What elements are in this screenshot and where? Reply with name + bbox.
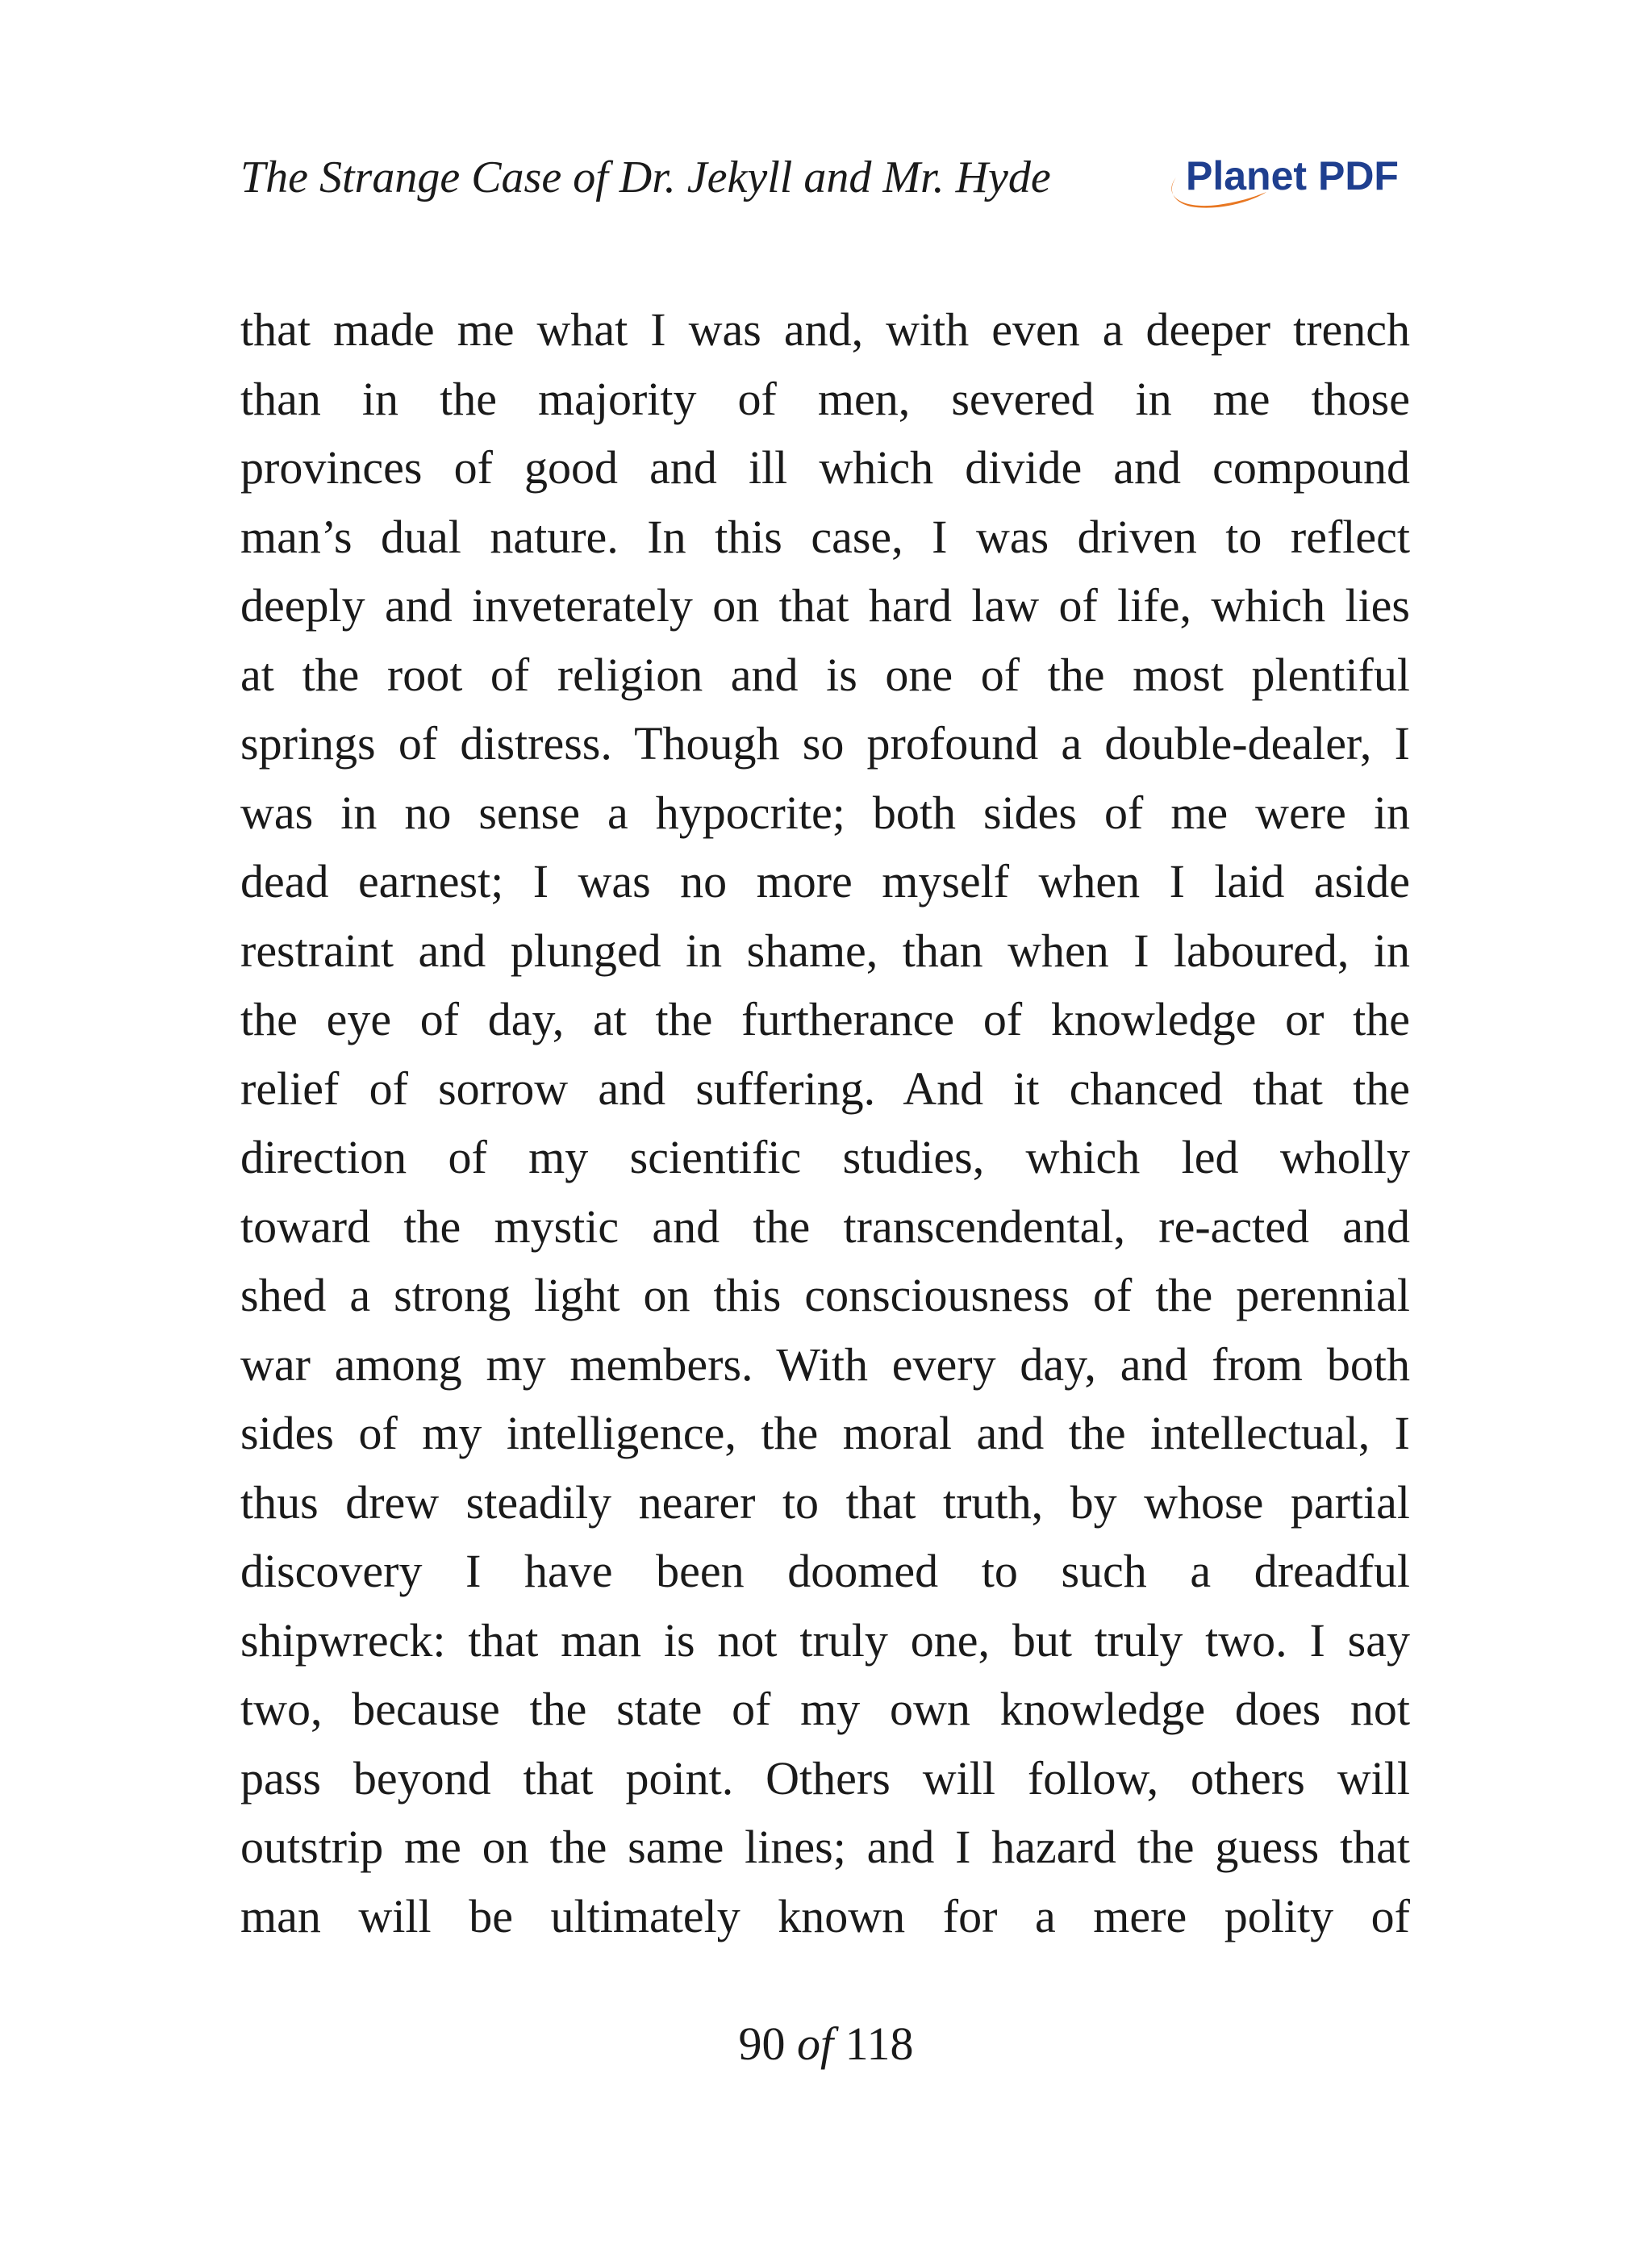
text-line: man’s dual nature. In this case, I was driven to reflect: [240, 510, 1410, 563]
text-line: shipwreck: that man is not truly one, but truly two. I say: [240, 1613, 1410, 1667]
text-line: two, because the state of my own knowledge does not: [240, 1683, 1410, 1735]
text-line: at the root of religion and is one of the most plentiful: [240, 648, 1410, 701]
current-page: 90: [738, 2017, 786, 2070]
text-line: that made me what I was and, with even a deeper trench: [240, 303, 1410, 356]
text-line: sides of my intelligence, the moral and the intellectual, I: [240, 1407, 1410, 1459]
text-line: direction of my scientific studies, which led wholly: [240, 1131, 1410, 1183]
text-line: toward the mystic and the transcendental, re-acted and: [240, 1200, 1410, 1253]
page-number: [0, 2012, 1652, 2076]
text-line: outstrip me on the same lines; and I hazard the guess that: [240, 1821, 1410, 1873]
page-of-label: of: [797, 2017, 834, 2070]
text-line: restraint and plunged in shame, than when I laboured, in: [240, 924, 1410, 977]
text-line: shed a strong light on this consciousness of the perennial: [240, 1269, 1410, 1321]
text-line: relief of sorrow and suffering. And it chanced that the: [240, 1062, 1410, 1115]
total-pages: 118: [845, 2017, 914, 2070]
logo-text: [1186, 152, 1399, 200]
text-line: was in no sense a hypocrite; both sides of me were in: [240, 786, 1410, 839]
text-line: than in the majority of men, severed in me those: [240, 372, 1410, 425]
text-line: pass beyond that point. Others will follow, others will: [240, 1751, 1410, 1804]
text-line: dead earnest; I was no more myself when I laid aside: [240, 855, 1410, 907]
text-line: springs of distress. Though so profound a double-dealer, I: [240, 717, 1410, 770]
planet-pdf-logo: [1162, 145, 1420, 218]
book-title: The Strange Case of Dr. Jekyll and Mr. Hyde: [240, 152, 1051, 202]
text-line: thus drew steadily nearer to that truth, by whose partial: [240, 1475, 1410, 1529]
text-line: man will be ultimately known for a mere polity of: [240, 1889, 1410, 1942]
page-body: [240, 295, 1410, 1951]
logo-word-planet: Planet: [1186, 153, 1308, 198]
text-line: discovery I have been doomed to such a dreadful: [240, 1545, 1410, 1597]
text-line: deeply and inveterately on that hard law of life, which lies: [240, 579, 1410, 632]
text-line: war among my members. With every day, and from both: [240, 1337, 1410, 1391]
text-line: provinces of good and ill which divide and compound: [240, 441, 1410, 494]
text-line: the eye of day, at the furtherance of knowledge or the: [240, 993, 1410, 1045]
logo-word-pdf: PDF: [1317, 153, 1399, 198]
